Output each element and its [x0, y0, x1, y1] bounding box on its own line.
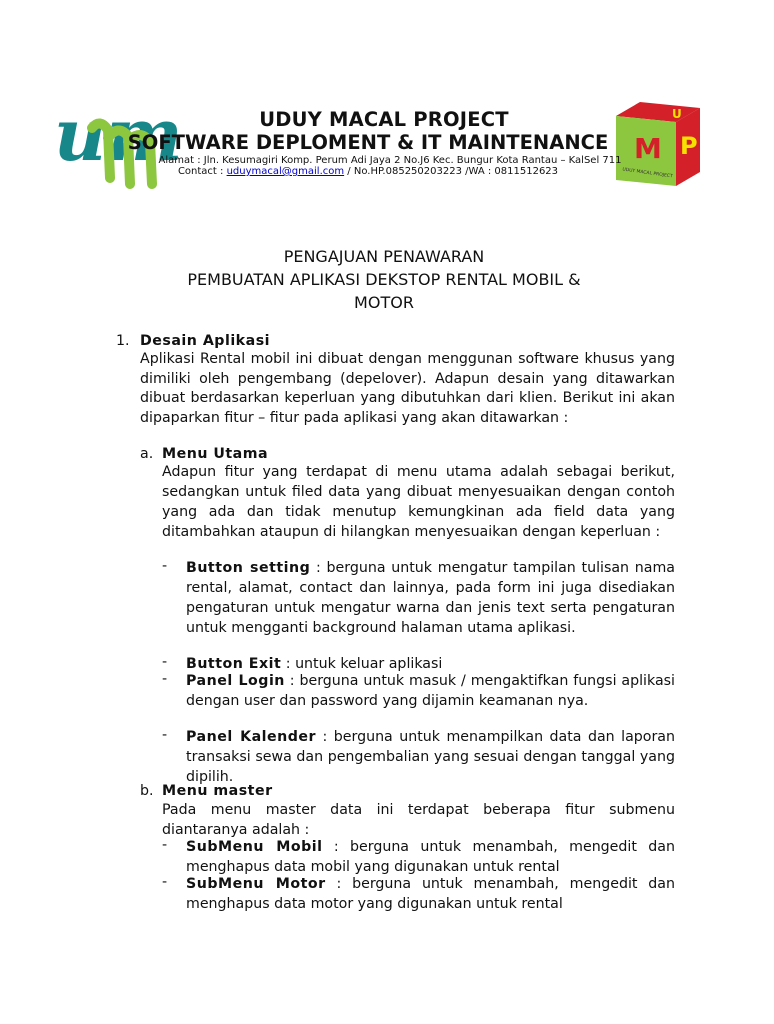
bullet-button-exit: Button Exit : untuk keluar aplikasi: [186, 656, 443, 672]
bullet-submenu-motor: SubMenu Motor : berguna untuk menambah, mengedit dan menghapus data motor yang digunakan untuk rental: [186, 876, 675, 912]
company-address: Alamat : Jln. Kesumagiri Komp. Perum Adi Jaya 2 No.J6 Kec. Bungur Kota Rantau – KalSel 711: [158, 155, 622, 166]
svg-text:U: U: [672, 107, 682, 121]
bullet-panel-login: Panel Login : berguna untuk masuk / mengaktifkan fungsi aplikasi dengan user dan password yang dijamin keamanan nya.: [186, 673, 675, 709]
title-line-2: PEMBUATAN APLIKASI DEKSTOP RENTAL MOBIL &: [187, 270, 581, 289]
svg-text:M: M: [634, 132, 662, 165]
title-line-3: MOTOR: [354, 293, 414, 312]
document-title: [0, 245, 768, 314]
section-paragraph: Aplikasi Rental mobil ini dibuat dengan menggunan software khusus yang dimiliki oleh pengembang (depelover). Adapun desain yang ditawarkan dibuat berdasarkan keperluan yang dibutuhkan dari klien. Berikut ini akan dipaparkan fitur – fitur pada aplikasi yang akan ditawarkan :: [140, 351, 675, 426]
bullet-dash: -: [162, 874, 168, 890]
title-line-1: PENGAJUAN PENAWARAN: [283, 247, 485, 266]
sub-b-paragraph: Pada menu master data ini terdapat beberapa fitur submenu diantaranya adalah :: [162, 802, 675, 838]
company-contact: Contact : uduymacal@gmail.com / No.HP.085250203223 /WA : 0811512623: [177, 166, 559, 177]
section-number: 1.: [116, 333, 130, 349]
bullet-dash: -: [162, 654, 168, 670]
sub-b-letter: b.: [140, 783, 154, 799]
bullet-button-setting: Button setting : berguna untuk mengatur tampilan tulisan nama rental, alamat, contact dan lainnya, pada form ini juga disediakan pengaturan untuk mengatur warna dan jenis text serta pengaturan untuk mengganti background halaman utama aplikasi.: [186, 560, 675, 636]
bullet-submenu-mobil: SubMenu Mobil : berguna untuk menambah, mengedit dan menghapus data mobil yang digunakan untuk rental: [186, 839, 675, 875]
company-tagline: SOFTWARE DEPLOMENT & IT MAINTENANCE: [127, 131, 609, 154]
bullet-dash: -: [162, 837, 168, 853]
sub-b-heading: Menu master: [162, 783, 273, 799]
svg-text:UDUY MACAL PROJECT: UDUY MACAL PROJECT: [621, 167, 673, 180]
bullet-dash: -: [162, 671, 168, 687]
bullet-dash: -: [162, 558, 168, 574]
svg-text:P: P: [680, 132, 698, 160]
logo-letter-u: um: [54, 92, 183, 177]
sub-a-paragraph: Adapun fitur yang terdapat di menu utama adalah sebagai berikut, sedangkan untuk filed data yang dibuat menyesuaikan dengan contoh yang ada dan tidak menutup kemungkinan ada field data yang ditambahkan ataupun di hilangkan menyesuaikan dengan keperluan :: [162, 464, 675, 540]
sub-a-heading: Menu Utama: [162, 446, 269, 462]
section-heading: Desain Aplikasi: [140, 333, 270, 349]
bullet-panel-kalender: Panel Kalender : berguna untuk menampilkan data dan laporan transaksi sewa dan pengembalian yang sesuai dengan tanggal yang dipilih.: [186, 729, 675, 785]
bullet-dash: -: [162, 727, 168, 743]
contact-email-link[interactable]: uduymacal@gmail.com: [226, 166, 345, 177]
sub-a-letter: a.: [140, 446, 154, 462]
company-name: UDUY MACAL PROJECT: [259, 108, 509, 131]
